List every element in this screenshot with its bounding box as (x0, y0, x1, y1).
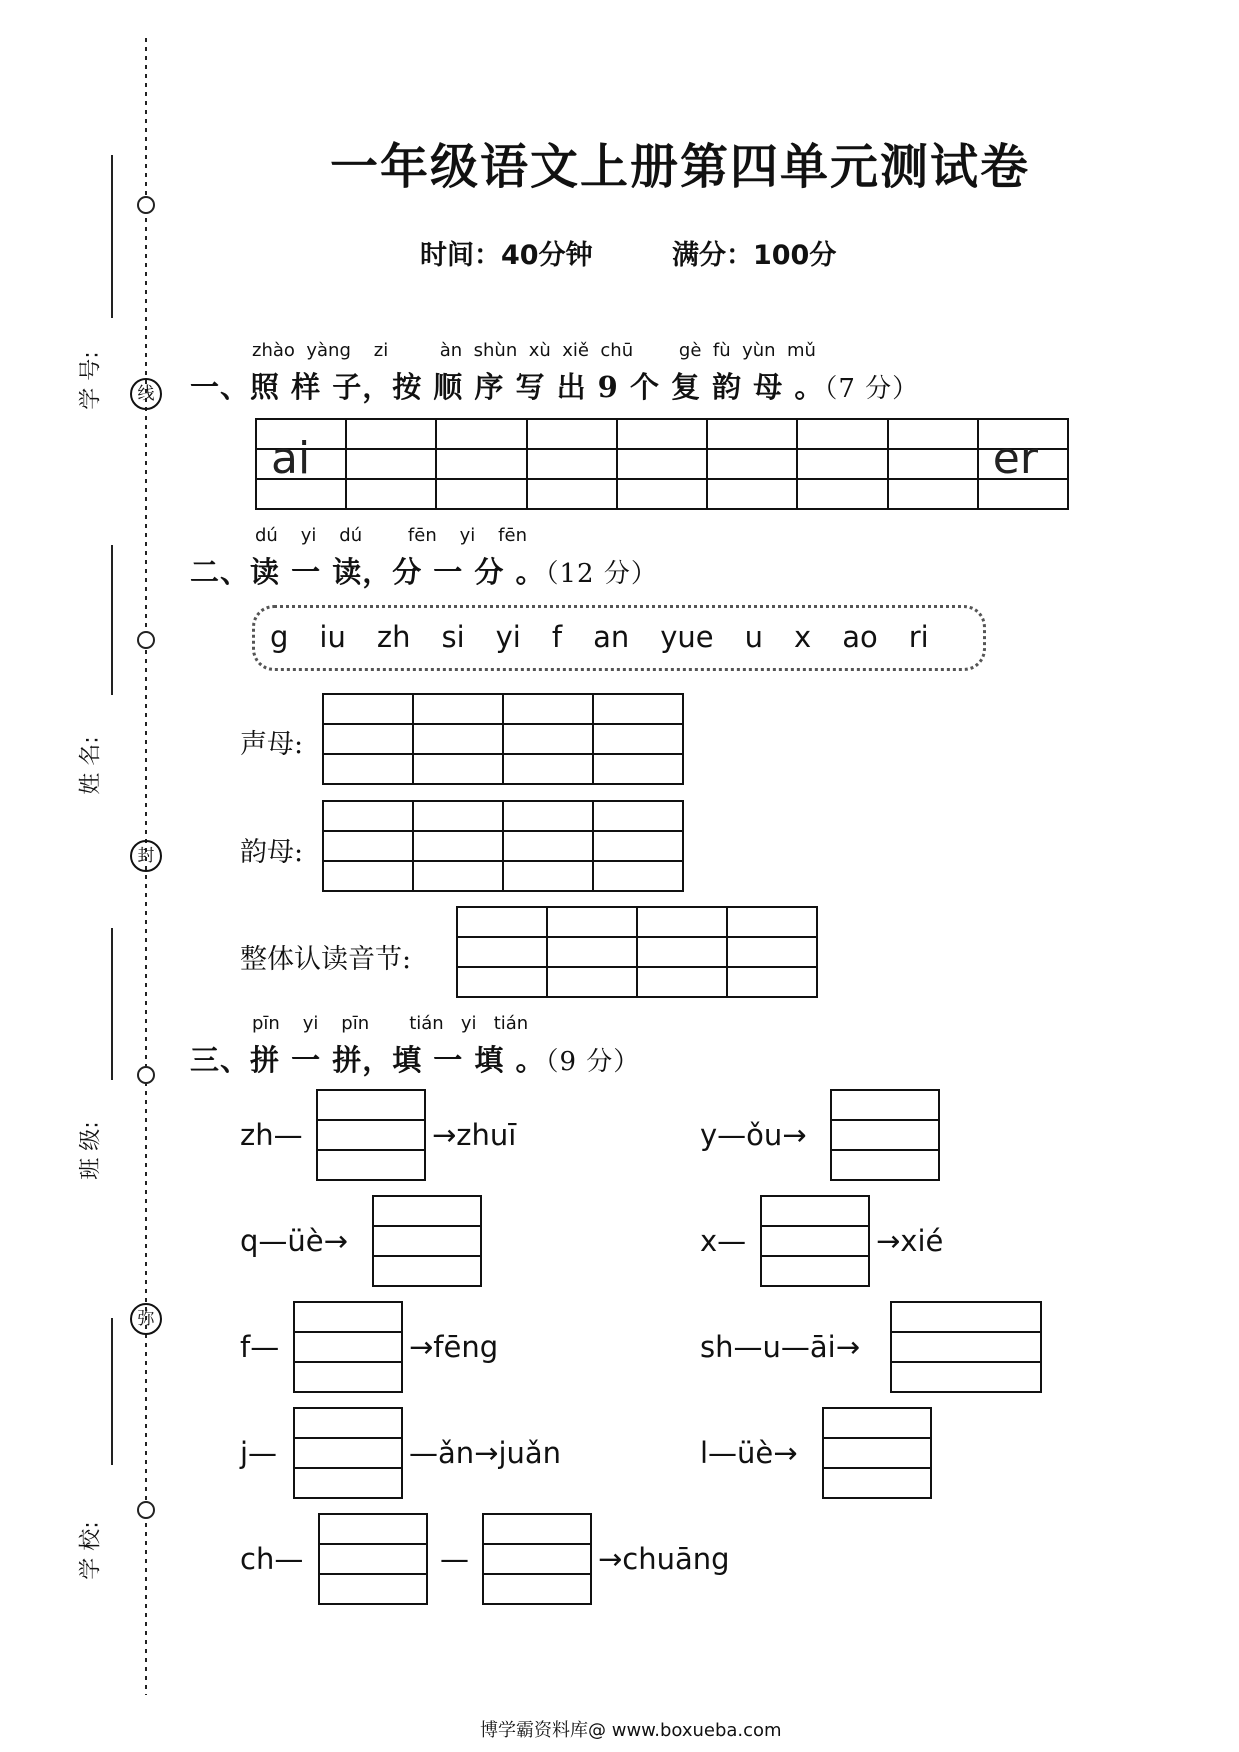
pinyin: dú (255, 525, 278, 546)
answer-cell[interactable] (618, 420, 708, 508)
pinyin: yùn (742, 340, 776, 361)
item: iu (319, 620, 346, 654)
answer-cell[interactable] (414, 695, 504, 783)
item: si (441, 620, 465, 654)
r5-prefix: ch— (240, 1542, 304, 1576)
item: g (270, 620, 289, 654)
answer-cell[interactable] (458, 908, 548, 996)
q3-pinyin (252, 1013, 528, 1034)
r1-left-result: →zhuī (432, 1118, 517, 1152)
q1-heading-text: 一、照 样 子，按 顺 序 写 出 9 个 复 韵 母 。 (190, 370, 825, 404)
answer-box[interactable] (890, 1301, 1042, 1393)
answer-cell[interactable] (548, 908, 638, 996)
answer-cell[interactable] (728, 908, 816, 996)
r2-left-prefix: q—üè→ (240, 1224, 348, 1258)
answer-cell[interactable] (324, 695, 414, 783)
pinyin: yi (460, 1013, 477, 1034)
q2-score: （12 分） (545, 559, 658, 589)
pinyin: xù (528, 340, 551, 361)
answer-box[interactable] (760, 1195, 870, 1287)
binding-strip (0, 0, 180, 1752)
q3-heading-text: 三、拼 一 拼，填 一 填 。 (190, 1043, 546, 1077)
pinyin: xiě (562, 340, 589, 361)
r1-right-prefix: y—ǒu→ (700, 1118, 807, 1152)
answer-cell[interactable] (437, 420, 527, 508)
item: an (593, 620, 630, 654)
q1-pinyin (252, 340, 816, 361)
answer-cell[interactable] (504, 802, 594, 890)
q1-score: （7 分） (824, 374, 920, 404)
example-first: ai (271, 433, 311, 484)
pinyin: yi (300, 525, 317, 546)
r4-right-prefix: l—üè→ (700, 1436, 798, 1470)
r4-left-result: —ǎn→juǎn (409, 1436, 562, 1470)
pinyin: shùn (473, 340, 518, 361)
items-list (270, 620, 929, 654)
answer-cell[interactable] (504, 695, 594, 783)
q1-heading (190, 365, 919, 406)
answer-cell[interactable] (638, 908, 728, 996)
item: ao (842, 620, 878, 654)
item: u (744, 620, 764, 654)
pinyin: fēn (498, 525, 527, 546)
r3-right-prefix: sh—u—āi→ (700, 1330, 860, 1364)
answer-box[interactable] (293, 1407, 403, 1499)
pinyin: àn (439, 340, 463, 361)
r5-result: →chuāng (598, 1542, 730, 1576)
r4-left-prefix: j— (240, 1436, 278, 1470)
answer-box[interactable] (822, 1407, 932, 1499)
r3-left-prefix: f— (240, 1330, 280, 1364)
item: ri (908, 620, 929, 654)
score-label: 满分：100分 (671, 240, 837, 271)
class-label: 班 级: (78, 1121, 104, 1180)
q1-answer-grid (255, 418, 1069, 510)
name-label: 姓 名: (78, 736, 104, 795)
r5-mid: — (440, 1542, 469, 1576)
pinyin: fù (712, 340, 731, 361)
footer-watermark: 博学霸资料库@ www.boxueba.com (480, 1720, 782, 1741)
line-stamp: 线 (130, 378, 162, 410)
q2-heading-text: 二、读 一 读，分 一 分 。 (190, 555, 546, 589)
answer-cell[interactable] (528, 420, 618, 508)
exam-info (420, 233, 906, 272)
answer-box[interactable] (318, 1513, 428, 1605)
answer-box[interactable] (830, 1089, 940, 1181)
r3-left-result: →fēng (409, 1330, 499, 1364)
shengmu-grid (322, 693, 684, 785)
pinyin: yi (302, 1013, 319, 1034)
item: yi (495, 620, 521, 654)
seal-stamp: 封 (130, 840, 162, 872)
zhengti-grid (456, 906, 818, 998)
q3-heading (190, 1038, 640, 1079)
pinyin: zhào (252, 340, 295, 361)
answer-box[interactable] (372, 1195, 482, 1287)
q2-heading (190, 550, 658, 591)
time-label: 时间：40分钟 (420, 240, 593, 271)
answer-cell[interactable] (979, 420, 1067, 508)
q3-score: （9 分） (545, 1047, 641, 1077)
item: zh (376, 620, 411, 654)
answer-cell[interactable] (257, 420, 347, 508)
answer-cell[interactable] (414, 802, 504, 890)
pinyin: pīn (252, 1013, 280, 1034)
school-label: 学 校: (78, 1521, 104, 1580)
answer-cell[interactable] (798, 420, 888, 508)
pinyin: gè (678, 340, 702, 361)
binding-lines (0, 0, 180, 1752)
shengmu-label: 声母: (240, 729, 304, 760)
pinyin: tián (493, 1013, 529, 1034)
pinyin: zi (373, 340, 389, 361)
pinyin: pīn (341, 1013, 370, 1034)
answer-cell[interactable] (594, 802, 682, 890)
mi-stamp: 弥 (130, 1303, 162, 1335)
answer-cell[interactable] (347, 420, 437, 508)
yunmu-grid (322, 800, 684, 892)
answer-box[interactable] (482, 1513, 592, 1605)
item: yue (660, 620, 714, 654)
answer-cell[interactable] (708, 420, 798, 508)
r1-left-prefix: zh— (240, 1118, 303, 1152)
example-last: er (992, 433, 1038, 484)
page-title: 一年级语文上册第四单元测试卷 (330, 139, 1031, 195)
zhengti-label: 整体认读音节: (240, 944, 412, 975)
answer-cell[interactable] (324, 802, 414, 890)
pinyin: yàng (306, 340, 351, 361)
item: f (551, 620, 563, 654)
pinyin: mǔ (786, 340, 816, 361)
item: x (794, 620, 812, 654)
answer-cell[interactable] (594, 695, 682, 783)
answer-cell[interactable] (889, 420, 979, 508)
pinyin: fēn (407, 525, 437, 546)
answer-box[interactable] (316, 1089, 426, 1181)
r2-right-prefix: x— (700, 1224, 747, 1258)
pinyin: tián (409, 1013, 444, 1034)
yunmu-label: 韵母: (240, 837, 304, 868)
student-id-label: 学 号: (78, 351, 104, 410)
answer-box[interactable] (293, 1301, 403, 1393)
q2-pinyin (255, 525, 527, 546)
r2-right-result: →xié (876, 1224, 944, 1258)
pinyin: chū (600, 340, 634, 361)
pinyin: yi (459, 525, 476, 546)
pinyin: dú (339, 525, 363, 546)
